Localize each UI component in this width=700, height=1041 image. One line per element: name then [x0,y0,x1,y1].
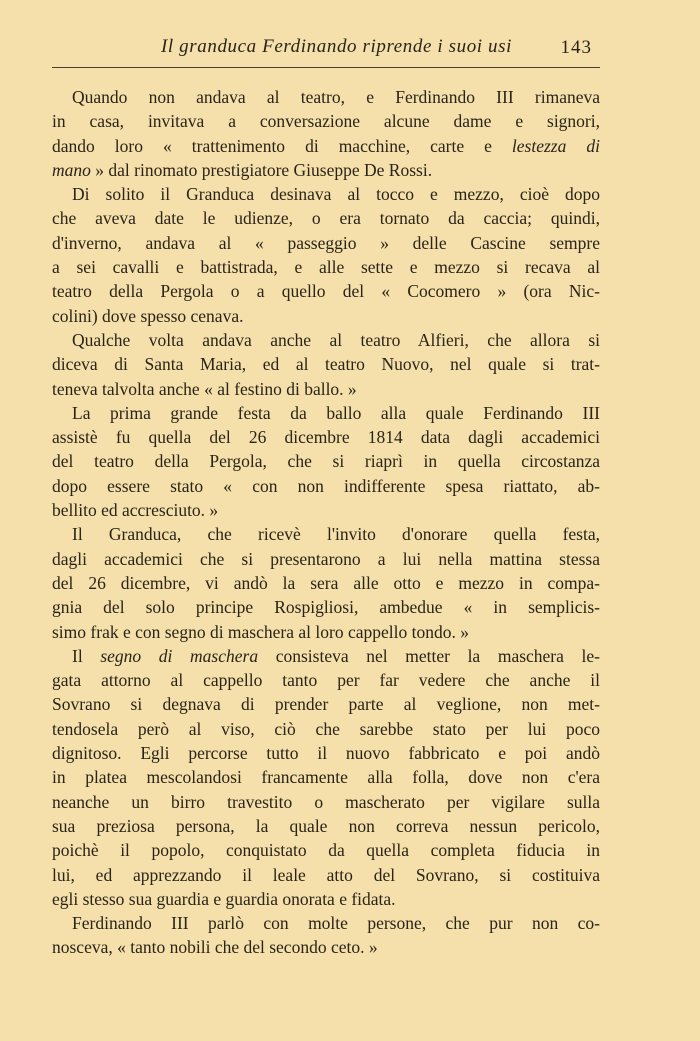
line-text: Quando non andava al teatro, e Ferdinando III rimaneva [72,87,600,107]
line-text: La prima grande festa da ballo alla quale Ferdinando III [72,402,600,423]
text-line [52,620,600,644]
text-line [52,887,600,911]
line-text: d'inverno, andava al « passeggio » delle Cascine sempre [52,232,600,253]
line-text: diceva di Santa Maria, ed al teatro Nuovo, nel quale si trat- [52,354,600,375]
text-line [52,328,600,352]
line-text: neanche un birro travestito o mascherato per vigilare sulla [52,791,600,812]
line-text: nosceva, « tanto nobili che del secondo ceto. » [52,937,378,958]
text-line [52,547,600,571]
line-text: sua preziosa persona, la quale non correva nessun pericolo, [52,815,600,836]
page-number: 143 [560,37,592,58]
line-text: simo frak e con segno di maschera al loro cappello tondo. » [52,621,469,642]
italic-phrase: lestezza di [511,135,600,156]
body-text [52,85,600,960]
text-line [52,449,600,473]
line-text: in casa, invitava a conversazione alcune dame e signori, [52,111,600,132]
line-text: » dal rinomato prestigiatore Giuseppe De Rossi. [90,159,433,180]
text-line [52,911,600,935]
line-text: del teatro della Pergola, che si riaprì in quella circostanza [52,451,600,472]
text-line [52,935,600,959]
text-line [52,595,600,619]
line-text: che aveva date le udienze, o era tornato da caccia; quindi, [52,208,600,229]
text-line [52,498,600,522]
line-text: Sovrano si degnava di prender parte al veglione, non met- [52,694,600,715]
text-line [52,741,600,765]
text-line [52,231,600,255]
line-text: gata attorno al cappello tanto per far vedere che anche il [52,670,600,691]
text-line [52,85,600,109]
line-text: a sei cavalli e battistrada, e alle sette e mezzo si recava al [52,257,600,278]
text-line [52,814,600,838]
line-text: Qualche volta andava anche al teatro Alfieri, che allora si [72,329,600,350]
text-line [52,717,600,741]
line-text: consisteva nel metter la maschera le- [258,645,600,666]
text-line [52,474,600,498]
text-line [52,134,600,158]
text-line [52,401,600,425]
text-line [52,425,600,449]
text-line [52,692,600,716]
line-text: teneva talvolta anche « al festino di ballo. » [52,378,357,399]
text-line [52,206,600,230]
text-line [52,838,600,862]
line-text: in platea mescolandosi francamente alla folla, dove non c'era [52,767,600,788]
line-text: gnia del solo principe Rospigliosi, ambedue « in semplicis- [52,597,600,618]
text-line [52,377,600,401]
line-text: Il [72,645,101,666]
running-title: Il granduca Ferdinando riprende i suoi usi [161,36,512,57]
text-line [52,644,600,668]
text-line [52,863,600,887]
text-line [52,765,600,789]
line-text: dopo essere stato « con non indifferente spesa riattato, ab- [52,475,600,496]
running-head [52,36,600,70]
text-line [52,255,600,279]
italic-phrase: segno di maschera [100,645,259,666]
line-text: lui, ed apprezzando il leale atto del Sovrano, si costituiva [52,864,600,885]
text-line [52,304,600,328]
line-text: egli stesso sua guardia e guardia onorata e fidata. [52,888,396,909]
line-text: colini) dove spesso cenava. [52,305,244,326]
line-text: assistè fu quella del 26 dicembre 1814 data dagli accademici [52,427,600,448]
line-text: dignitoso. Egli percorse tutto il nuovo fabbricato e poi andò [52,743,600,764]
text-line [52,668,600,692]
line-text: dagli accademici che si presentarono a lui nella mattina stessa [52,548,600,569]
text-line [52,279,600,303]
line-text: bellito ed accresciuto. » [52,500,219,521]
text-line [52,182,600,206]
italic-phrase: mano [52,159,91,180]
text-line [52,571,600,595]
text-line [52,158,600,182]
line-text: Ferdinando III parlò con molte persone, che pur non co- [72,913,600,934]
header-rule [52,67,600,68]
line-text: del 26 dicembre, vi andò la sera alle otto e mezzo in compa- [52,572,600,593]
text-line [52,109,600,133]
line-text: poichè il popolo, conquistato da quella completa fiducia in [52,840,600,861]
line-text: teatro della Pergola o a quello del « Cocomero » (ora Nic- [52,281,600,302]
text-line [52,522,600,546]
line-text: Di solito il Granduca desinava al tocco e mezzo, cioè dopo [72,184,600,205]
text-line [52,352,600,376]
line-text: Il Granduca, che ricevè l'invito d'onorare quella festa, [72,524,600,545]
line-text: dando loro « trattenimento di macchine, carte e [52,135,512,156]
text-line [52,790,600,814]
line-text: tendosela però al viso, ciò che sarebbe stato per lui poco [52,718,600,739]
